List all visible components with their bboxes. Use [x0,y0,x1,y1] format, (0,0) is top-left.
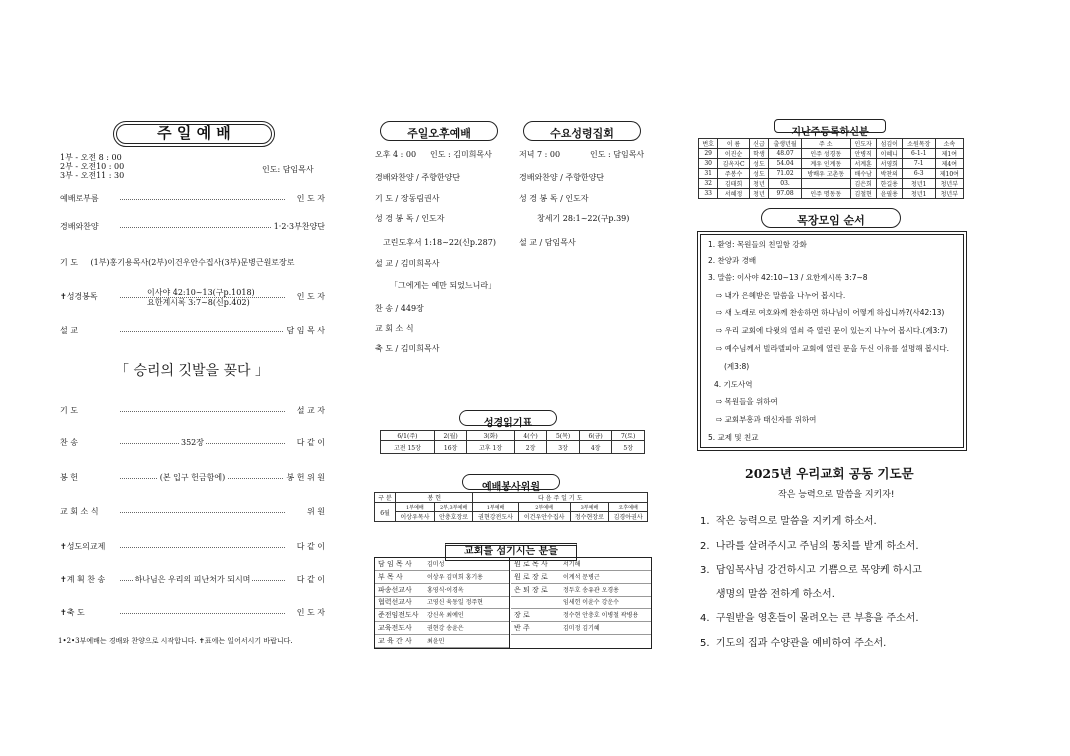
service-cell: 안충호장로 [434,512,473,522]
newcomer-cell: 청년1 [902,189,935,199]
afternoon-time: 오후 4 : 00 [375,150,417,159]
staff-role: 교 육 간 사 [378,636,412,645]
afternoon-item: 설 교 / 김미희목사 [375,259,440,268]
staff-role: 파송선교사 [378,585,412,594]
mokjang-item: ⇨ 우리 교회에 다윗의 열쇠 즉 열린 문이 있는지 나누어 봅시다.(계3:7) [716,326,948,335]
order-label: 교 회 소 식 [60,507,99,516]
newcomer-cell: 청년 [749,179,768,189]
order_top-row [60,221,325,233]
bible-cell: 2장 [514,441,547,454]
order-label: ✝성경봉독 [60,292,98,301]
prayer-item: 5. 기도의 집과 수양관을 예비하여 주소서. [700,638,887,649]
order_bottom-row [60,574,325,586]
time-1: 1부 - 오전 8 : 00 [60,153,122,162]
newcomer-cell: 이진순 [718,149,749,159]
newcomer-title: 지난주등록하신분 [791,127,869,138]
order-mid-text: 하나님은 우리의 피난처가 되시며 [134,575,251,584]
newcomer-cell: 계우 인계동 [802,159,851,169]
bible-header-cell: 6/1(주) [381,431,435,441]
bible-header-cell: 7(토) [612,431,645,441]
staff-role: 원 로 목 사 [514,560,548,568]
newcomer-header-cell: 출생년월 [769,139,802,149]
order-right: 인 도 자 [296,608,325,617]
bible-header-cell: 5(목) [547,431,580,441]
newcomer-row [699,159,964,169]
order-right: 봉 헌 위 원 [286,473,325,482]
bible-cell: 5장 [612,441,645,454]
newcomer-cell: 이혜니 [876,149,902,159]
service-h3: 다 음 주 일 기 도 [473,493,648,503]
bible-cell: 3장 [547,441,580,454]
newcomer-header-cell: 주 소 [802,139,851,149]
order_bottom-row [60,506,325,518]
mokjang-item: ⇨ 내가 은혜받은 말씀을 나누어 봅시다. [716,291,846,300]
staff-row [375,571,509,584]
newcomer-row [699,179,964,189]
newcomer-cell: 방배우 고촌동 [802,169,851,179]
mokjang-item: 1. 환영: 목원들의 친밀함 강화 [708,240,807,249]
order_bottom-row [60,437,325,449]
staff-box [374,557,652,649]
prayer-item: 3. 담임목사님 강건하시고 기쁨으로 목양케 하시고 [700,565,922,576]
mokjang-item: 3. 말씀: 이사야 42:10~13 / 요한계시록 3:7~8 [708,273,868,282]
staff-role: 담 임 목 사 [378,560,412,568]
newcomer-header-cell: 소원목장 [902,139,935,149]
wednesday-item: 경배와찬양 / 주향한양단 [519,173,605,182]
order-right: 다 같 이 [296,542,325,551]
order-mid-text: 352장 [181,438,204,447]
newcomer-cell: 인주 성경동 [802,149,851,159]
afternoon-item: 「그에게는 예만 되었느니라」 [390,281,497,290]
service-cell: 이상우목사 [396,512,435,522]
service-sub-cell: 1부예배 [473,503,518,512]
order-right: 다 같 이 [296,438,325,447]
mokjang-box [697,231,967,451]
staff-role: 원 로 장 로 [514,572,548,581]
prayer-item: 1. 작은 능력으로 말씀을 지키게 하소서. [700,516,877,527]
order_top-row [60,257,325,269]
newcomer-cell: 71.02 [769,169,802,179]
service-title-box [462,474,560,493]
newcomer-cell: 한길용 [876,179,902,189]
wednesday-leader: 인도 : 담임목사 [590,150,645,159]
newcomer-header-cell: 섬김이 [876,139,902,149]
newcomer-header-cell: 인도자 [850,139,876,149]
bible-cell: 고전 15장 [381,441,435,454]
newcomer-header-cell: 이 름 [718,139,749,149]
newcomer-cell: 6-3 [902,169,935,179]
staff-names: 임세헌 이윤수 강운수 [563,599,619,607]
mokjang-item: (계3:8) [724,362,750,371]
staff-names: 정두호 송유관 오경용 [563,586,619,594]
order-mid [60,437,325,448]
staff-row [375,635,509,648]
bible-header-cell: 4(수) [514,431,547,441]
newcomer-cell: 서영희 [876,159,902,169]
staff-role: 장 로 [514,611,530,620]
dotted-leader [120,199,285,200]
staff-names: 최윤민 [427,637,445,645]
order-right: 인 도 자 [296,194,325,203]
afternoon-item: 찬 송 / 449장 [375,304,424,313]
newcomer-cell: 성도 [749,169,768,179]
bible-header-cell: 2(월) [434,431,467,441]
sermon-title: 「 승리의 깃발을 꽂다 」 [115,363,269,379]
footnote: 1•2•3부예배는 경배와 찬양으로 시작합니다. ✝표에는 일어서시기 바랍니다. [58,637,293,645]
newcomer-cell: 제10여 [935,169,963,179]
order-label: 봉 헌 [60,473,78,482]
wednesday-item: 설 교 / 담임목사 [519,238,576,247]
staff-row [375,622,509,635]
staff-title: 교회를 섬기시는 분들 [464,546,558,557]
order-mid-text: (본 입구 헌금함에) [159,473,226,482]
staff-row [375,596,509,609]
mokjang-item: ⇨ 예수님께서 빌라델피아 교회에 열린 문을 두신 이유를 설명해 봅시다. [716,344,949,353]
staff-role: 준전임전도사 [378,611,419,620]
prayer-title: 2025년 우리교회 공동 기도문 [745,466,914,481]
newcomer-header-cell: 번호 [699,139,718,149]
staff-role: 은 퇴 장 로 [514,585,548,594]
staff-row [375,609,509,622]
newcomer-cell: 배수남 [850,169,876,179]
prayer-item: 생명의 말씀 전하게 하소서. [700,589,835,600]
service-times [60,153,124,180]
newcomer-cell [802,179,851,189]
newcomer-cell: 7-1 [902,159,935,169]
bible-header-cell: 6(금) [579,431,612,441]
scripture-1: 이사야 42:10~13(구p.1018) [147,288,255,297]
wednesday-title: 수요성령집회 [550,127,614,140]
bible-cell: 4장 [579,441,612,454]
wednesday-item: 창세기 28:1~22(구p.39) [537,214,630,223]
dotted-leader [120,331,285,332]
newcomer-cell: 33 [699,189,718,199]
newcomer-cell: 54.04 [769,159,802,169]
mokjang-item: ⇨ 새 노래로 여호와께 찬송하면 하나님이 어떻게 하십니까?(사42:13) [716,308,945,317]
mokjang-item: ⇨ 목원들을 위하여 [716,397,778,406]
newcomer-header-cell: 신급 [749,139,768,149]
afternoon-item: 기 도 / 장동림권사 [375,194,440,203]
afternoon-item: 경배와찬양 / 주향한양단 [375,173,461,182]
mokjang-item: 4. 기도사역 [714,380,753,389]
order_top-row [60,325,325,337]
bible-title: 성경읽기표 [483,418,533,429]
newcomer-cell: 청년부 [935,189,963,199]
newcomer-cell: 29 [699,149,718,159]
newcomer-cell: 서혜정 [718,189,749,199]
newcomer-cell: 김철현 [850,189,876,199]
mokjang-title: 목장모임 순서 [797,214,865,227]
newcomer-cell: 6-1-1 [902,149,935,159]
service-sub-cell: 3부예배 [570,503,609,512]
staff-role: 부 목 사 [378,572,403,581]
newcomer-cell: 30 [699,159,718,169]
staff-row [511,571,651,584]
service-cell: 김경아권사 [609,512,648,522]
mokjang-item: ⇨ 교회부흥과 태신자를 위하여 [716,415,817,424]
staff-names: 홍영식·이경옥 [427,586,464,594]
newcomer-cell: 제4여 [935,159,963,169]
worship-title-box [113,121,275,147]
newcomer-cell: 청년 [749,189,768,199]
order_bottom-row [60,607,325,619]
order-label: ✝축 도 [60,608,85,617]
time-2: 2부 - 오전10 : 00 [60,162,125,171]
staff-row [511,558,651,571]
order_bottom-row [60,541,325,553]
newcomer-header-cell: 소속 [935,139,963,149]
order_bottom-row [60,405,325,417]
staff-row [511,622,651,635]
newcomer-cell: 김은희 [850,179,876,189]
service-sub-cell: 1부예배 [396,503,435,512]
bible-title-box [459,410,557,429]
prayer-item: 4. 구원받을 영혼들이 몰려오는 큰 부흥을 주소서. [700,613,919,624]
bible-table [380,430,645,454]
order-mid [60,574,325,585]
newcomer-cell: 윤필용 [876,189,902,199]
staff-names: 서기해 [563,561,581,568]
afternoon-leader: 인도 : 김미희목사 [430,150,492,159]
staff-names: 권현강 송윤은 [427,625,464,632]
order-right: 담 임 목 사 [286,326,325,335]
order-label: 기 도 [60,406,78,415]
dotted-leader [120,411,285,412]
staff-row [375,584,509,597]
order-right: 설 교 자 [296,406,325,415]
staff-row [511,609,651,622]
staff-role: 반 주 [514,624,530,632]
afternoon-item: 고린도후서 1:18~22(신p.287) [383,238,496,247]
newcomer-cell: 성도 [749,159,768,169]
staff-names: 김미성 [427,561,445,568]
newcomer-cell: 안병직 [850,149,876,159]
mokjang-item: 5. 교제 및 친교 [708,433,759,442]
order-right: 인 도 자 [296,292,325,301]
newcomer-cell: 31 [699,169,718,179]
staff-names: 정수현 안충호 이병철 곽병용 [563,612,639,620]
order-label: 설 교 [60,326,78,335]
staff-role: 교육전도사 [378,624,412,632]
order-label: 예배로부름 [60,194,99,203]
staff-role: 협력선교사 [378,598,412,607]
order-right: 1·2·3부찬양단 [273,222,325,231]
service-month: 6월 [375,503,396,522]
worship-leader: 인도: 담임목사 [262,165,314,174]
staff-row [511,596,651,609]
order-label: 경배와찬양 [60,222,99,231]
staff-names: 이계석 문병근 [563,573,600,581]
scripture-2: 요한계시록 3:7~8(신p.402) [147,298,250,307]
bible-header-cell: 3(화) [467,431,514,441]
service-h1: 구 분 [375,493,396,503]
mokjang-title-box [761,208,901,228]
wednesday-time: 저녁 7 : 00 [519,150,561,159]
service-sub-cell: 2부예배 [518,503,570,512]
newcomer-cell: 청년부 [935,179,963,189]
service-table [374,492,648,522]
newcomer-cell: 32 [699,179,718,189]
staff-names: 강신옥 최예인 [427,612,464,620]
newcomer-cell: 97.08 [769,189,802,199]
order-label: ✝계 획 찬 송 [60,575,106,584]
service-sub-cell: 오후예배 [609,503,648,512]
worship-title: 주 일 예 배 [157,124,231,142]
staff-row [511,584,651,597]
service-sub-cell: 2부,3부예배 [434,503,473,512]
newcomer-row [699,169,964,179]
service-title: 예배봉사위원 [482,482,540,493]
bible-cell: 16장 [434,441,467,454]
prayer-item: 2. 나라를 살려주시고 주님의 통치를 받게 하소서. [700,541,919,552]
dotted-leader [120,512,285,513]
staff-names: 이상우 김미희 홍기용 [427,573,483,581]
mokjang-item: 2. 찬양과 경배 [708,256,757,265]
prayer-subtitle: 작은 능력으로 말씀을 지키자! [778,490,895,500]
service-cell: 권현강전도사 [473,512,518,522]
order-right: 위 원 [307,507,325,516]
dotted-leader [120,227,285,228]
afternoon-title: 주일오후예배 [407,127,471,140]
order-mid [60,257,325,268]
afternoon-item: 축 도 / 김미희목사 [375,344,440,353]
afternoon-item: 교 회 소 식 [375,324,414,333]
afternoon-title-box [380,121,498,141]
order-right: 다 같 이 [296,575,325,584]
afternoon-item: 성 경 봉 독 / 인도자 [375,214,445,223]
newcomer-cell: 청년1 [902,179,935,189]
newcomer-cell: 03. [769,179,802,189]
wednesday-item: 성 경 봉 독 / 인도자 [519,194,589,203]
time-3: 3부 - 오전11 : 30 [60,171,125,180]
order-label: 기 도 [60,258,78,267]
newcomer-cell: 인주 명동동 [802,189,851,199]
order_top-row [60,193,325,205]
newcomer-title-box [774,119,886,138]
newcomer-cell: 학생 [749,149,768,159]
newcomer-row [699,189,964,199]
newcomer-table [698,138,964,199]
newcomer-cell: 김옥자C [718,159,749,169]
order_bottom-row [60,472,325,484]
newcomer-cell: 주봉수 [718,169,749,179]
order-mid-text: (1부)홍기용목사(2부)이건우안수집사(3부)문병근원로장로 [90,258,295,267]
staff-names: 김미정 김기혜 [563,625,600,632]
newcomer-row [699,149,964,159]
newcomer-cell: 서계훈 [850,159,876,169]
newcomer-cell: 제1여 [935,149,963,159]
staff-row [375,558,509,571]
newcomer-cell: 48.07 [769,149,802,159]
newcomer-cell: 박찬의 [876,169,902,179]
order-label: ✝성도의교제 [60,542,106,551]
staff-names: 고영신 육동일 정주현 [427,599,483,607]
newcomer-cell: 김태희 [718,179,749,189]
order-label: 찬 송 [60,438,78,447]
bible-cell: 고후 1장 [467,441,514,454]
wednesday-title-box [523,121,641,141]
service-cell: 정수현장로 [570,512,609,522]
dotted-leader [120,547,285,548]
service-h2: 봉 헌 [396,493,473,503]
service-cell: 이건우안수집사 [518,512,570,522]
dotted-leader [120,613,285,614]
